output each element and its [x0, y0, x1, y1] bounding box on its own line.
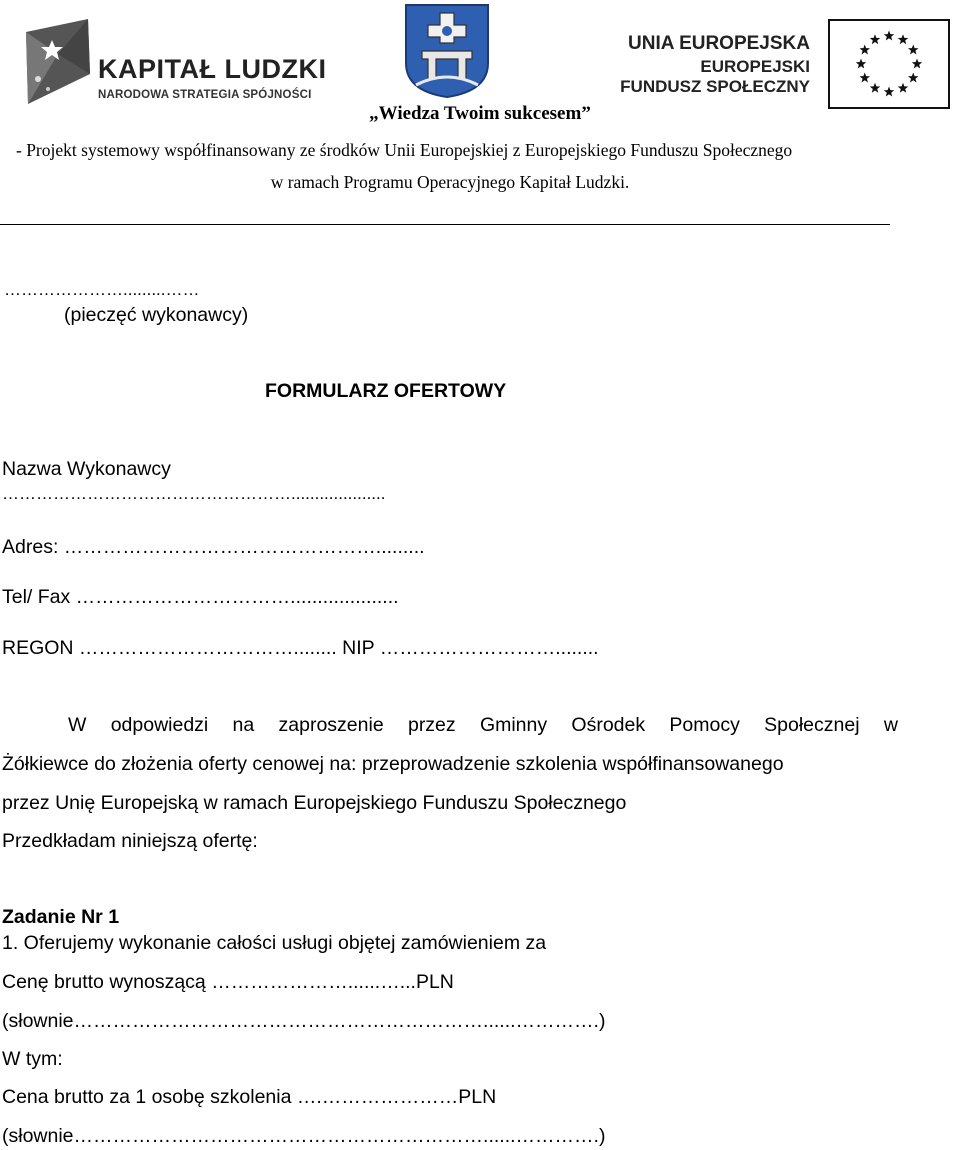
eu-star-icon — [870, 34, 880, 44]
eu-flag-icon — [828, 19, 950, 109]
paragraph-word: odpowiedzi — [110, 714, 209, 736]
eu-star-icon — [860, 73, 870, 83]
contractor-name-label: Nazwa Wykonawcy — [2, 458, 171, 480]
form-title: FORMULARZ OFERTOWY — [265, 380, 507, 402]
address-line: Adres: …………………………………………......... — [2, 536, 425, 558]
eu-stars-icon — [830, 21, 948, 107]
paragraph-word: w — [883, 714, 898, 736]
kapital-ludzki-name: KAPITAŁ LUDZKI — [98, 54, 327, 84]
in-words-line-2: (słownie………………………………………………………......………….) — [2, 1125, 606, 1147]
eu-logo-line3: FUNDUSZ SPOŁECZNY — [620, 77, 810, 96]
paragraph-word: Społecznej — [764, 714, 860, 736]
paragraph-word: Ośrodek — [571, 714, 646, 736]
eu-star-icon — [860, 45, 870, 55]
eu-logo-line2: EUROPEJSKI — [700, 57, 810, 76]
project-line-2: w ramach Programu Operacyjnego Kapitał Ludzki. — [270, 172, 630, 192]
eu-logo — [620, 25, 950, 115]
eu-logo-line1: UNIA EUROPEJSKA — [628, 33, 810, 54]
kapital-ludzki-logo — [18, 14, 327, 114]
eu-star-icon — [884, 31, 894, 41]
contractor-name-dots: …………………………………………….................... — [2, 484, 386, 503]
unit-price-line: Cena brutto za 1 osobę szkolenia ….…………………PLN — [2, 1086, 497, 1108]
task-title: Zadanie Nr 1 — [2, 906, 120, 928]
paragraph-word: W — [68, 714, 87, 736]
paragraph-line-2: Żółkiewce do złożenia oferty cenowej na: przeprowadzenie szkolenia współfinansowanego — [2, 753, 784, 775]
paragraph-word: zaproszenie — [278, 714, 384, 736]
coat-of-arms-icon — [402, 3, 492, 99]
paragraph-line-3: przez Unię Europejską w ramach Europejskiego Funduszu Społecznego — [2, 792, 627, 814]
regon-nip-line: REGON ……………………………........ NIP ………………………........ — [2, 637, 599, 659]
kapital-ludzki-subtitle: NARODOWA STRATEGIA SPÓJNOŚCI — [98, 89, 312, 101]
eu-star-icon — [908, 45, 918, 55]
eu-star-icon — [908, 73, 918, 83]
eu-star-icon — [898, 34, 908, 44]
header-divider — [0, 224, 890, 225]
including-label: W tym: — [2, 1048, 63, 1070]
gross-price-line: Cenę brutto wynoszącą …………………......…...PLN — [2, 971, 454, 993]
offer-line: 1. Oferujemy wykonanie całości usługi objętej zamówieniem za — [2, 932, 547, 954]
eu-star-icon — [898, 83, 908, 93]
kapital-ludzki-emblem-icon — [18, 14, 98, 114]
in-words-line-1: (słownie………………………………………………………......………….) — [2, 1010, 606, 1032]
eu-star-icon — [856, 59, 866, 69]
paragraph-word: Pomocy — [669, 714, 740, 736]
project-line-1: - Projekt systemowy współfinansowany ze środków Unii Europejskiej z Europejskiego Funduszu Społecznego — [16, 140, 793, 160]
paragraph-word: przez — [407, 714, 456, 736]
paragraph-line-1 — [68, 714, 898, 737]
tel-fax-line: Tel/ Fax …………………………….................... — [2, 586, 399, 608]
paragraph-word: na — [232, 714, 255, 736]
paragraph-line-4: Przedkładam niniejszą ofertę: — [2, 830, 258, 852]
eu-star-icon — [912, 59, 922, 69]
eu-star-icon — [884, 87, 894, 97]
coat-of-arms — [402, 3, 492, 99]
paragraph-word: Gminny — [479, 714, 548, 736]
slogan: „Wiedza Twoim sukcesem” — [369, 103, 591, 124]
stamp-dots: ………………….........…… — [4, 280, 200, 299]
stamp-label: (pieczęć wykonawcy) — [64, 304, 249, 326]
eu-star-icon — [870, 83, 880, 93]
